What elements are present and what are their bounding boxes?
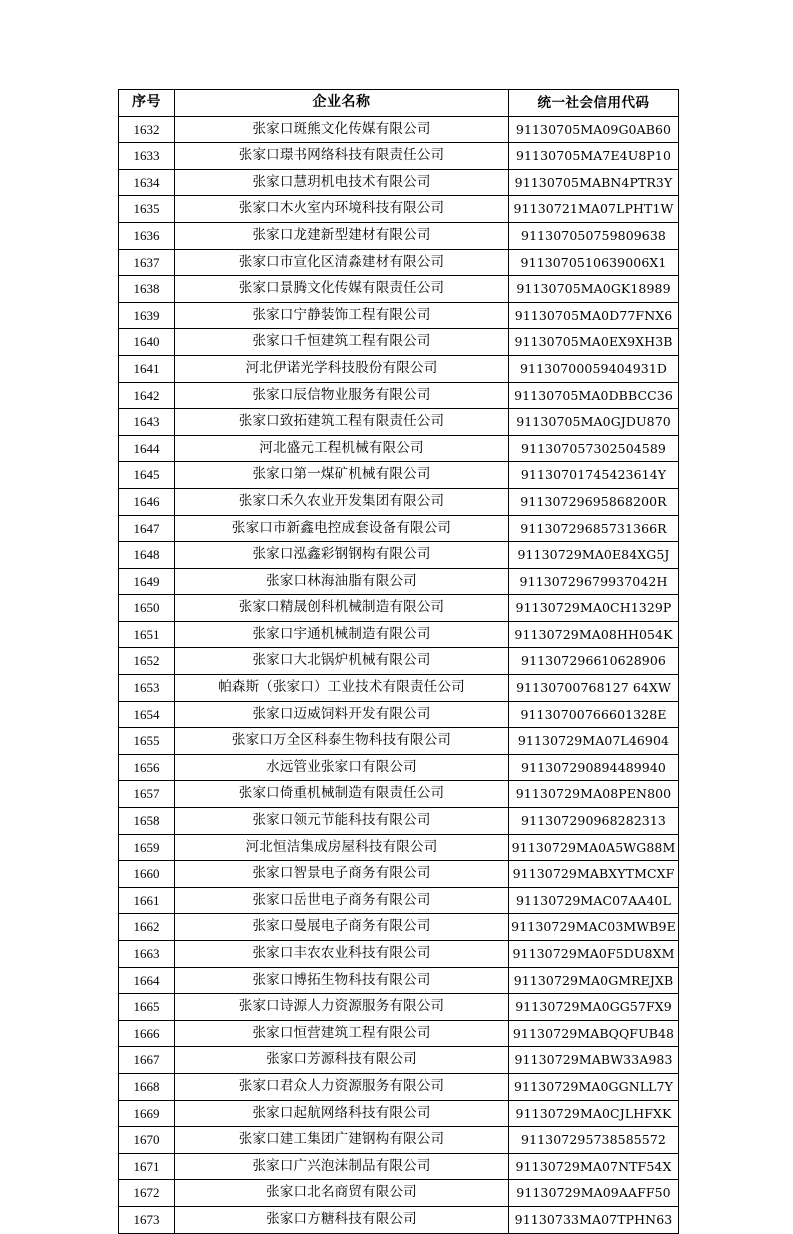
- cell-credit-code: 91130721MA07LPHT1W: [509, 196, 679, 223]
- cell-enterprise-name: 河北伊诺光学科技股份有限公司: [175, 355, 509, 382]
- table-row: [119, 143, 679, 170]
- table-row: [119, 116, 679, 143]
- cell-enterprise-name: 张家口诗源人力资源服务有限公司: [175, 994, 509, 1021]
- table-row: [119, 994, 679, 1021]
- table-row: [119, 542, 679, 569]
- cell-enterprise-name: 张家口芳源科技有限公司: [175, 1047, 509, 1074]
- cell-enterprise-name: 张家口林海油脂有限公司: [175, 568, 509, 595]
- cell-credit-code: 91130729MA0GMREJXB: [509, 967, 679, 994]
- cell-enterprise-name: 张家口领元节能科技有限公司: [175, 808, 509, 835]
- cell-enterprise-name: 张家口北名商贸有限公司: [175, 1180, 509, 1207]
- table-row: [119, 701, 679, 728]
- table-row: [119, 914, 679, 941]
- cell-credit-code: 9113070510639006X1: [509, 249, 679, 276]
- cell-enterprise-name: 张家口智景电子商务有限公司: [175, 861, 509, 888]
- cell-credit-code: 91130729MA08PEN800: [509, 781, 679, 808]
- cell-sequence: 1658: [119, 808, 175, 835]
- cell-sequence: 1670: [119, 1127, 175, 1154]
- cell-enterprise-name: 张家口木火室内环境科技有限公司: [175, 196, 509, 223]
- cell-credit-code: 91130700059404931D: [509, 355, 679, 382]
- cell-sequence: 1639: [119, 302, 175, 329]
- cell-credit-code: 91130729MABQQFUB48: [509, 1020, 679, 1047]
- cell-sequence: 1635: [119, 196, 175, 223]
- cell-enterprise-name: 张家口方糖科技有限公司: [175, 1206, 509, 1233]
- cell-enterprise-name: 张家口千恒建筑工程有限公司: [175, 329, 509, 356]
- table-row: [119, 675, 679, 702]
- cell-credit-code: 911307290968282313: [509, 808, 679, 835]
- cell-sequence: 1669: [119, 1100, 175, 1127]
- cell-enterprise-name: 张家口曼展电子商务有限公司: [175, 914, 509, 941]
- table-row: [119, 302, 679, 329]
- cell-sequence: 1656: [119, 754, 175, 781]
- table-row: [119, 1020, 679, 1047]
- cell-sequence: 1671: [119, 1153, 175, 1180]
- cell-sequence: 1668: [119, 1073, 175, 1100]
- table-row: [119, 595, 679, 622]
- table-row: [119, 222, 679, 249]
- cell-credit-code: 91130729MA09AAFF50: [509, 1180, 679, 1207]
- cell-enterprise-name: 张家口大北锅炉机械有限公司: [175, 648, 509, 675]
- cell-enterprise-name: 帕森斯（张家口）工业技术有限责任公司: [175, 675, 509, 702]
- cell-sequence: 1663: [119, 941, 175, 968]
- cell-enterprise-name: 张家口市新鑫电控成套设备有限公司: [175, 515, 509, 542]
- cell-credit-code: 91130729MA08HH054K: [509, 621, 679, 648]
- table-row: [119, 488, 679, 515]
- table-row: [119, 754, 679, 781]
- table-body: [119, 116, 679, 1233]
- cell-enterprise-name: 张家口起航网络科技有限公司: [175, 1100, 509, 1127]
- cell-sequence: 1664: [119, 967, 175, 994]
- cell-enterprise-name: 张家口迈威饲料开发有限公司: [175, 701, 509, 728]
- cell-sequence: 1666: [119, 1020, 175, 1047]
- table-row: [119, 941, 679, 968]
- table-header: [119, 90, 679, 117]
- cell-credit-code: 91130705MA0GK18989: [509, 276, 679, 303]
- cell-credit-code: 91130729MA0F5DU8XM: [509, 941, 679, 968]
- cell-sequence: 1647: [119, 515, 175, 542]
- cell-sequence: 1662: [119, 914, 175, 941]
- cell-enterprise-name: 张家口致拓建筑工程有限责任公司: [175, 409, 509, 436]
- table-row: [119, 249, 679, 276]
- cell-sequence: 1646: [119, 488, 175, 515]
- cell-credit-code: 91130705MA0DBBCC36: [509, 382, 679, 409]
- cell-credit-code: 91130729695868200R: [509, 488, 679, 515]
- cell-enterprise-name: 张家口精晟创科机械制造有限公司: [175, 595, 509, 622]
- cell-credit-code: 91130729MA0GGNLL7Y: [509, 1073, 679, 1100]
- cell-enterprise-name: 张家口宇通机械制造有限公司: [175, 621, 509, 648]
- cell-credit-code: 91130705MA0EX9XH3B: [509, 329, 679, 356]
- cell-credit-code: 91130729MABW33A983: [509, 1047, 679, 1074]
- cell-credit-code: 91130729MAC07AA40L: [509, 887, 679, 914]
- enterprise-registry-table: [118, 89, 679, 1234]
- table-row: [119, 1127, 679, 1154]
- cell-enterprise-name: 张家口博拓生物科技有限公司: [175, 967, 509, 994]
- cell-enterprise-name: 张家口岳世电子商务有限公司: [175, 887, 509, 914]
- cell-credit-code: 911307057302504589: [509, 435, 679, 462]
- cell-sequence: 1652: [119, 648, 175, 675]
- table-row: [119, 834, 679, 861]
- cell-credit-code: 91130729679937042H: [509, 568, 679, 595]
- column-header-credit-code: 统一社会信用代码: [509, 90, 679, 117]
- cell-credit-code: 91130705MA0D77FNX6: [509, 302, 679, 329]
- cell-sequence: 1659: [119, 834, 175, 861]
- cell-credit-code: 91130705MA09G0AB60: [509, 116, 679, 143]
- cell-credit-code: 91130729MA0E84XG5J: [509, 542, 679, 569]
- cell-enterprise-name: 张家口万全区科泰生物科技有限公司: [175, 728, 509, 755]
- table-row: [119, 355, 679, 382]
- table-row: [119, 1047, 679, 1074]
- cell-enterprise-name: 张家口斑熊文化传媒有限公司: [175, 116, 509, 143]
- table-row: [119, 648, 679, 675]
- cell-sequence: 1645: [119, 462, 175, 489]
- cell-enterprise-name: 河北恒洁集成房屋科技有限公司: [175, 834, 509, 861]
- table-row: [119, 781, 679, 808]
- cell-enterprise-name: 张家口恒营建筑工程有限公司: [175, 1020, 509, 1047]
- table-row: [119, 808, 679, 835]
- registry-table-container: [118, 89, 678, 1234]
- table-row: [119, 621, 679, 648]
- cell-credit-code: 91130701745423614Y: [509, 462, 679, 489]
- cell-enterprise-name: 张家口建工集团广建钢构有限公司: [175, 1127, 509, 1154]
- cell-sequence: 1651: [119, 621, 175, 648]
- cell-credit-code: 91130729MA07L46904: [509, 728, 679, 755]
- cell-sequence: 1637: [119, 249, 175, 276]
- table-row: [119, 329, 679, 356]
- cell-credit-code: 91130700768127 64XW: [509, 675, 679, 702]
- cell-sequence: 1648: [119, 542, 175, 569]
- column-header-sequence: 序号: [119, 90, 175, 117]
- column-header-enterprise-name: 企业名称: [175, 90, 509, 117]
- cell-enterprise-name: 张家口第一煤矿机械有限公司: [175, 462, 509, 489]
- cell-credit-code: 91130705MA7E4U8P10: [509, 143, 679, 170]
- cell-enterprise-name: 河北盛元工程机械有限公司: [175, 435, 509, 462]
- table-row: [119, 382, 679, 409]
- cell-sequence: 1638: [119, 276, 175, 303]
- table-row: [119, 515, 679, 542]
- table-header-row: [119, 90, 679, 117]
- cell-sequence: 1642: [119, 382, 175, 409]
- cell-credit-code: 911307290894489940: [509, 754, 679, 781]
- cell-sequence: 1650: [119, 595, 175, 622]
- cell-credit-code: 91130729MA0GG57FX9: [509, 994, 679, 1021]
- table-row: [119, 568, 679, 595]
- cell-sequence: 1653: [119, 675, 175, 702]
- table-row: [119, 728, 679, 755]
- cell-sequence: 1636: [119, 222, 175, 249]
- cell-sequence: 1657: [119, 781, 175, 808]
- cell-sequence: 1667: [119, 1047, 175, 1074]
- table-row: [119, 1073, 679, 1100]
- cell-sequence: 1641: [119, 355, 175, 382]
- cell-credit-code: 91130729MA0CJLHFXK: [509, 1100, 679, 1127]
- table-row: [119, 887, 679, 914]
- cell-enterprise-name: 张家口君众人力资源服务有限公司: [175, 1073, 509, 1100]
- table-row: [119, 169, 679, 196]
- cell-sequence: 1632: [119, 116, 175, 143]
- cell-enterprise-name: 张家口辰信物业服务有限公司: [175, 382, 509, 409]
- table-row: [119, 1180, 679, 1207]
- cell-enterprise-name: 水远管业张家口有限公司: [175, 754, 509, 781]
- cell-enterprise-name: 张家口慧玥机电技术有限公司: [175, 169, 509, 196]
- cell-enterprise-name: 张家口禾久农业开发集团有限公司: [175, 488, 509, 515]
- cell-sequence: 1665: [119, 994, 175, 1021]
- table-row: [119, 1100, 679, 1127]
- cell-sequence: 1672: [119, 1180, 175, 1207]
- cell-enterprise-name: 张家口市宣化区清淼建材有限公司: [175, 249, 509, 276]
- cell-credit-code: 91130700766601328E: [509, 701, 679, 728]
- cell-sequence: 1640: [119, 329, 175, 356]
- table-row: [119, 1206, 679, 1233]
- table-row: [119, 276, 679, 303]
- cell-credit-code: 91130705MA0GJDU870: [509, 409, 679, 436]
- cell-sequence: 1660: [119, 861, 175, 888]
- cell-enterprise-name: 张家口龙建新型建材有限公司: [175, 222, 509, 249]
- cell-credit-code: 91130729MA0A5WG88M: [509, 834, 679, 861]
- cell-sequence: 1655: [119, 728, 175, 755]
- cell-credit-code: 911307295738585572: [509, 1127, 679, 1154]
- table-row: [119, 196, 679, 223]
- cell-enterprise-name: 张家口宁静装饰工程有限公司: [175, 302, 509, 329]
- table-row: [119, 409, 679, 436]
- cell-sequence: 1654: [119, 701, 175, 728]
- cell-credit-code: 91130729MA0CH1329P: [509, 595, 679, 622]
- table-row: [119, 462, 679, 489]
- cell-credit-code: 91130729MABXYTMCXF: [509, 861, 679, 888]
- cell-sequence: 1649: [119, 568, 175, 595]
- cell-sequence: 1643: [119, 409, 175, 436]
- cell-sequence: 1644: [119, 435, 175, 462]
- cell-sequence: 1634: [119, 169, 175, 196]
- table-row: [119, 967, 679, 994]
- cell-enterprise-name: 张家口广兴泡沫制品有限公司: [175, 1153, 509, 1180]
- table-row: [119, 1153, 679, 1180]
- cell-credit-code: 91130729MAC03MWB9E: [509, 914, 679, 941]
- table-row: [119, 435, 679, 462]
- cell-enterprise-name: 张家口倚重机械制造有限责任公司: [175, 781, 509, 808]
- cell-credit-code: 91130705MABN4PTR3Y: [509, 169, 679, 196]
- cell-credit-code: 91130733MA07TPHN63: [509, 1206, 679, 1233]
- cell-enterprise-name: 张家口景腾文化传媒有限责任公司: [175, 276, 509, 303]
- cell-sequence: 1673: [119, 1206, 175, 1233]
- cell-credit-code: 911307296610628906: [509, 648, 679, 675]
- cell-credit-code: 91130729MA07NTF54X: [509, 1153, 679, 1180]
- cell-enterprise-name: 张家口泓鑫彩钢钢构有限公司: [175, 542, 509, 569]
- cell-credit-code: 91130729685731366R: [509, 515, 679, 542]
- cell-sequence: 1661: [119, 887, 175, 914]
- cell-sequence: 1633: [119, 143, 175, 170]
- cell-enterprise-name: 张家口璟书网络科技有限责任公司: [175, 143, 509, 170]
- table-row: [119, 861, 679, 888]
- cell-enterprise-name: 张家口丰农农业科技有限公司: [175, 941, 509, 968]
- cell-credit-code: 911307050759809638: [509, 222, 679, 249]
